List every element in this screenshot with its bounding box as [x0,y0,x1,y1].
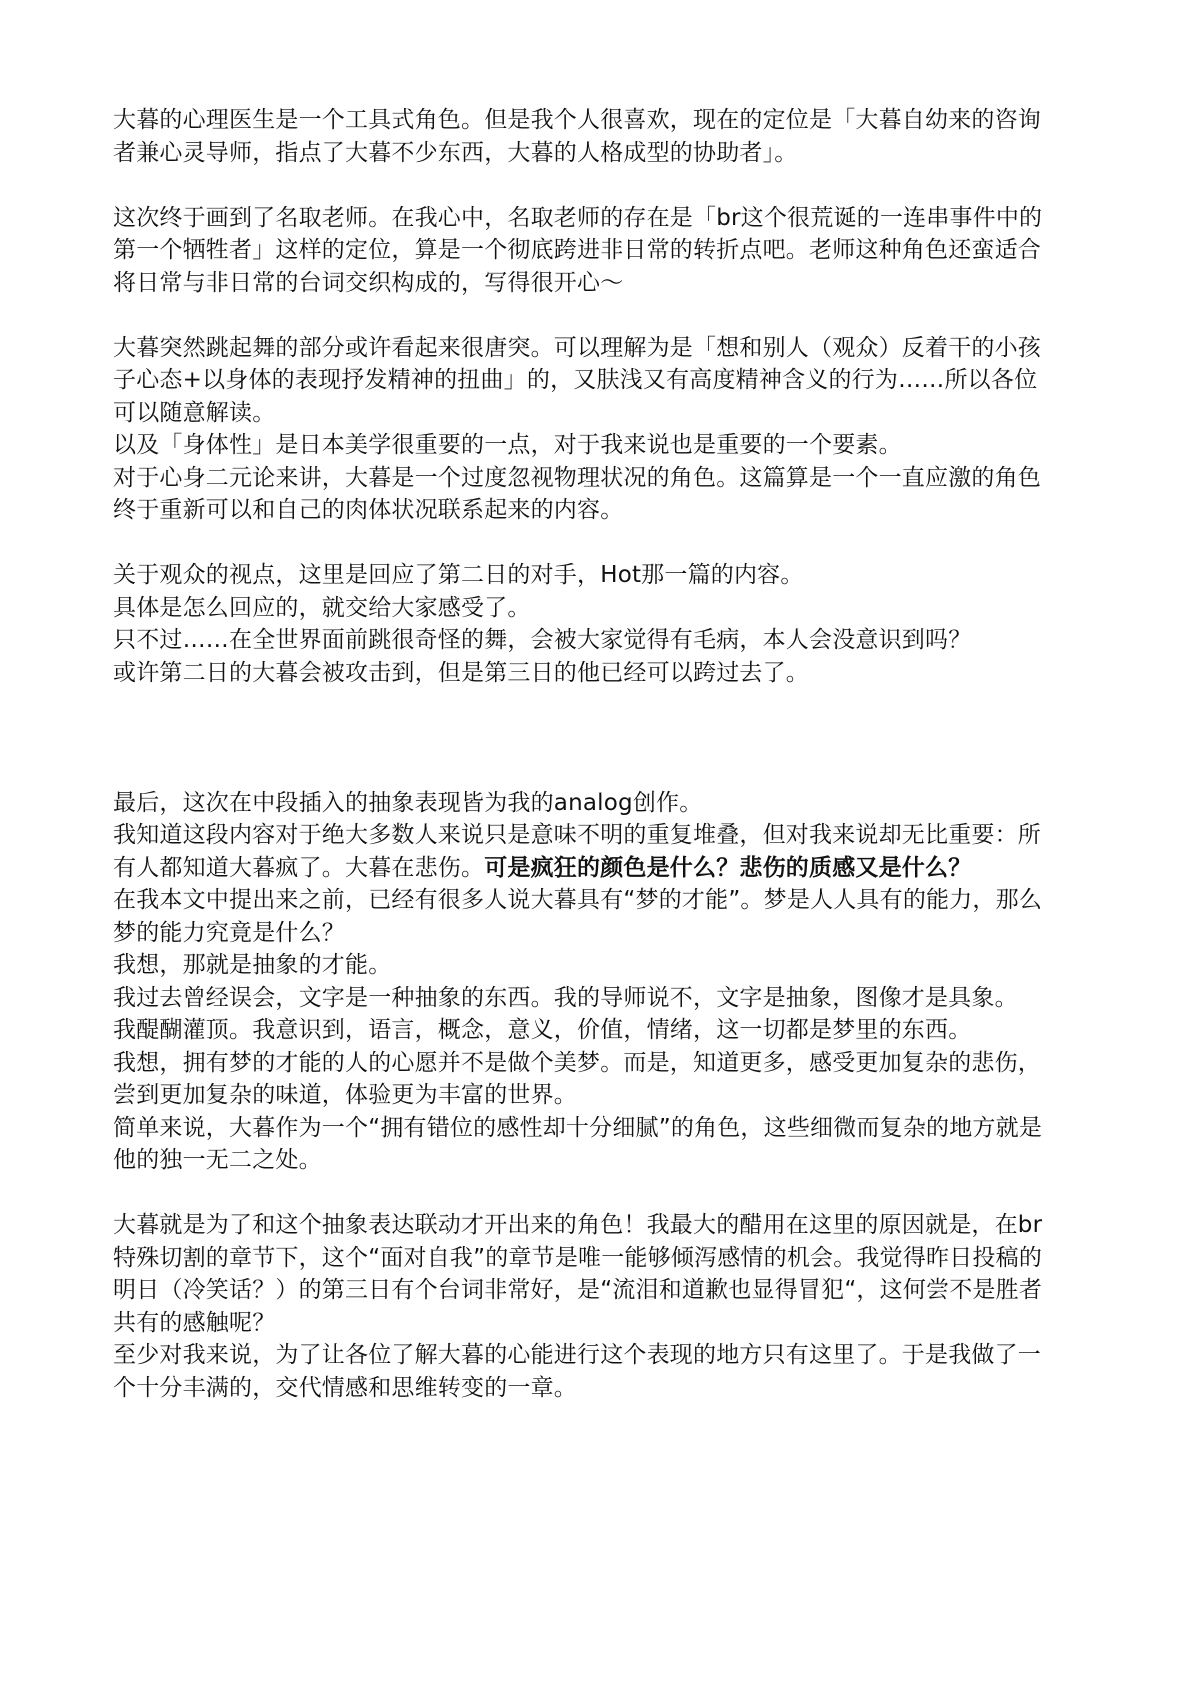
text-line: 或许第二日的大暮会被攻击到，但是第三日的他已经可以跨过去了。 [113,659,809,686]
text-line: 我知道这段内容对于绝大多数人来说只是意味不明的重复堆叠，但对我来说却无比重要：所 [113,822,1041,848]
text-line: 关于观众的视点，这里是回应了第二日的对手，Hot那一篇的内容。 [113,562,804,588]
text-line: 简单来说，大暮作为一个“拥有错位的感性却十分细腻”的角色，这些细微而复杂的地方就是 [113,1114,1043,1141]
text-line: 我醍醐灌顶。我意识到，语言，概念，意义，价值，情绪，这一切都是梦里的东西。 [113,1017,972,1043]
text-line: 大暮就是为了和这个抽象表达联动才开出来的角色！我最大的醋用在这里的原因就是，在br [113,1212,1043,1238]
text-line: 以及「身体性」是日本美学很重要的一点，对于我来说也是重要的一个要素。 [113,432,902,458]
paragraph-teacher-natori [113,202,1093,300]
paragraph-dance [113,332,1093,527]
text-line: 他的独一无二之处。 [113,1147,322,1173]
text-line: 在我本文中提出来之前，已经有很多人说大暮具有“梦的才能”。梦是人人具有的能力，那么 [113,887,1043,913]
text-line: 具体是怎么回应的，就交给大家感受了。 [113,594,531,621]
text-line: 共有的感触呢？ [113,1309,276,1336]
text-line-mixed [113,852,1093,885]
text-line: 大暮的心理医生是一个工具式角色。但是我个人很喜欢，现在的定位是「大暮自幼来的咨询 [113,107,1041,133]
text-line: 我想，那就是抽象的才能。 [113,952,392,978]
text-line: 子心态+以身体的表现抒发精神的扭曲」的，又肤浅又有高度精神含义的行为……所以各位 [113,367,1038,393]
paragraph-character-purpose [113,1209,1093,1404]
paragraph-audience-viewpoint [113,559,1093,689]
text-line: 我过去曾经误会，文字是一种抽象的东西。我的导师说不，文字是抽象，图像才是具象。 [113,984,1018,1011]
text-line: 个十分丰满的，交代情感和思维转变的一章。 [113,1374,577,1401]
paragraph-therapist [113,104,1093,169]
text-plain: 有人都知道大暮疯了。大暮在悲伤。 [113,854,485,881]
text-line: 特殊切割的章节下，这个“面对自我”的章节是唯一能够倾泻感情的机会。我觉得昨日投稿的 [113,1244,1043,1271]
text-line: 终于重新可以和自己的肉体状况联系起来的内容。 [113,497,624,523]
text-line: 梦的能力究竟是什么？ [113,919,345,946]
text-line: 对于心身二元论来讲，大暮是一个过度忽视物理状况的角色。这篇算是一个一直应激的角色 [113,464,1041,491]
document-body [113,104,1093,1437]
text-line: 者兼心灵导师，指点了大暮不少东西，大暮的人格成型的协助者」。 [113,139,798,166]
section-spacer [113,722,1093,787]
text-line: 大暮突然跳起舞的部分或许看起来很唐突。可以理解为是「想和别人（观众）反着干的小孩 [113,334,1041,361]
text-line: 至少对我来说，为了让各位了解大暮的心能进行这个表现的地方只有这里了。于是我做了一 [113,1342,1041,1368]
text-line: 可以随意解读。 [113,399,276,426]
text-line: 明日（冷笑话？）的第三日有个台词非常好，是“流泪和道歉也显得冒犯“，这何尝不是胜者 [113,1277,1043,1303]
text-bold-emphasis: 可是疯狂的颜色是什么？悲伤的质感又是什么？ [484,854,972,881]
paragraph-abstract-expression [113,787,1093,1177]
text-line: 只不过……在全世界面前跳很奇怪的舞，会被大家觉得有毛病，本人会没意识到吗？ [113,627,972,653]
text-line: 我想，拥有梦的才能的人的心愿并不是做个美梦。而是，知道更多，感受更加复杂的悲伤， [113,1049,1041,1076]
text-line: 将日常与非日常的台词交织构成的，写得很开心〜 [113,269,624,296]
text-line: 这次终于画到了名取老师。在我心中，名取老师的存在是「br这个很荒诞的一连串事件中的 [113,204,1043,231]
text-line: 最后，这次在中段插入的抽象表现皆为我的analog创作。 [113,789,703,816]
text-line: 尝到更加复杂的味道，体验更为丰富的世界。 [113,1082,577,1108]
text-line: 第一个牺牲者」这样的定位，算是一个彻底跨进非日常的转折点吧。老师这种角色还蛮适合 [113,237,1041,263]
